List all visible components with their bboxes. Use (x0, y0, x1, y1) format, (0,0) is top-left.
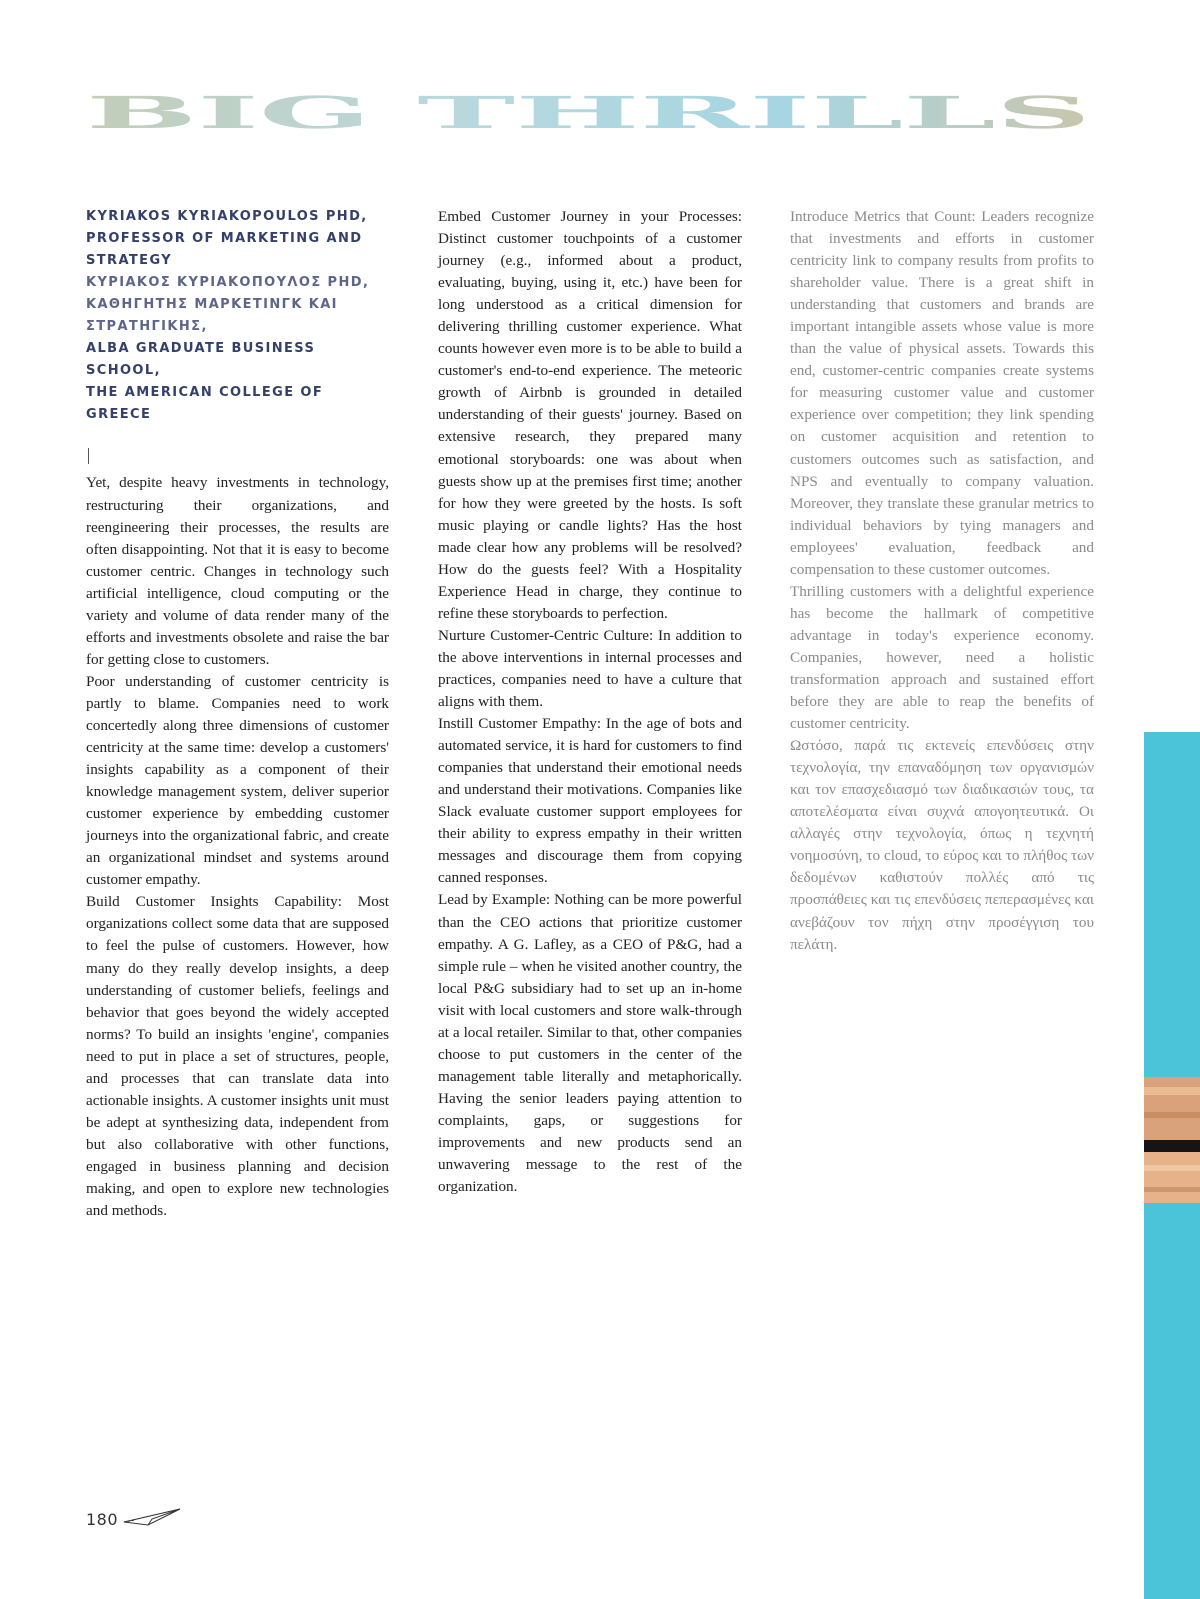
byline-title: PROFESSOR OF MARKETING AND STRATEGY (86, 231, 363, 269)
paragraph: Lead by Example: Nothing can be more powerful than the CEO actions that prioritize customer empathy. A G. Lafley, as a CEO of P&G, had a simple rule – when he visited another country, the local P&G subsidiary had to set up an in-home visit with local customers and store walk-through at a local retailer. Similar to that, other companies choose to put customers in the center of the management table literally and metaphorically. Having the senior leaders paying attention to complaints, gaps, or suggestions for improvements and new products send an unwavering message to the rest of the organization. (438, 891, 742, 1196)
page-footer (86, 1507, 182, 1531)
paragraph: Thrilling customers with a delightful experience has become the hallmark of competitive advantage in today's experience economy. Companies, however, need a holistic transformation approach and sustained effort before they are able to reap the benefits of customer centricity. (790, 582, 1094, 733)
paragraph: Introduce Metrics that Count: Leaders recognize that investments and efforts in customer centricity link to company results from profits to shareholder value. There is a great shift in understanding that customers and brands are important intangible assets whose value is more than the value of physical assets. Towards this end, customer-centric companies create systems for measuring customer value and customer experience over competition; they link spending on customer acquisition and retention to customers outcomes such as satisfaction, and NPS and eventually to company valuation. Moreover, they translate these granular metrics to individual behaviors by tying managers and employees' evaluation, feedback and compensation to these customer outcomes. (790, 208, 1094, 578)
paper-plane-icon (122, 1506, 182, 1533)
byline-title-greek: ΚΑΘΗΓΗΤΗΣ ΜΑΡΚΕΤΙΝΓΚ ΚΑΙ ΣΤΡΑΤΗΓΙΚΗΣ, (86, 297, 338, 335)
side-photo-fragment (1144, 1077, 1200, 1203)
byline-college: THE AMERICAN COLLEGE OF GREECE (86, 385, 324, 423)
paragraph: Yet, despite heavy investments in technology, restructuring their organizations, and reengineering their processes, the results are often disappointing. Not that it is easy to become customer centric. Changes in technology such artificial intelligence, cloud computing or the variety and volume of data render many of the efforts and investments obsolete and raise the bar for getting close to customers. (86, 474, 389, 668)
text-cursor-mark (88, 448, 89, 464)
paragraph: Instill Customer Empathy: In the age of bots and automated service, it is hard for customers to find companies that understand their emotional needs and understand their motivations. Companies like Slack evaluate customer support employees for their ability to express empathy in their written messages and discourage them from copying canned responses. (438, 715, 742, 887)
paragraph: Build Customer Insights Capability: Most organizations collect some data that are supposed to feel the pulse of customers. However, how many do they really develop insights, a deep understanding of customer beliefs, feelings and behavior that goes beyond the widely accepted norms? To build an insights 'engine', companies need to put in place a set of structures, people, and processes that can translate data into actionable insights. A customer insights unit must be adept at synthesizing data, independent from but also collaborative with other functions, engaged in business planning and decision making, and open to explore new technologies and methods. (86, 893, 389, 1220)
headline-text: BIG THRILLS (86, 92, 1091, 132)
paragraph: Nurture Customer-Centric Culture: In addition to the above interventions in internal processes and practices, companies need to have a culture that aligns with them. (438, 626, 742, 711)
author-byline (86, 206, 389, 426)
paragraph: Embed Customer Journey in your Processes: Distinct customer touchpoints of a customer journey (e.g., informed about a product, evaluating, buying, using it, etc.) have been for long understood as a critical dimension for delivering thrilling customer experience. What counts however even more is to be able to build a customer's end-to-end experience. The meteoric growth of Airbnb is grounded in detailed understanding of their guests' journey. Based on extensive research, they prepared many emotional storyboards: one was about when guests show up at the premises first time; another for how they were greeted by the hosts. Is soft music playing or candle lights? Has the host made clear how any problems will be resolved? How do the guests feel? With a Hospitality Experience Head in charge, they continue to refine these storyboards to perfection. (438, 208, 742, 622)
byline-name-greek: ΚΥΡΙΑΚΟΣ ΚΥΡΙΑΚΟΠΟΥΛΟΣ PHD, (86, 275, 370, 291)
column-1 (86, 206, 389, 1222)
column-3 (790, 206, 1094, 956)
byline-name: KYRIAKOS KYRIAKOPOULOS PHD, (86, 209, 368, 224)
page-number: 180 (86, 1509, 119, 1529)
page-headline (86, 92, 1096, 132)
byline-school: ALBA GRADUATE BUSINESS SCHOOL, (86, 341, 316, 379)
column-2 (438, 206, 742, 1198)
paragraph-greek: Ωστόσο, παρά τις εκτενείς επενδύσεις στην τεχνολογία, την επαναδόμηση των οργανισμών και τον επασχεδιασμό των διαδικασιών τους, τα αποτελέσματα είναι συχνά απογοητευτικά. Οι αλλαγές στην τεχνολογία, όπως η τεχνητή νοημοσύνη, το cloud, το εύρος και το πλήθος των δεδομένων καθιστούν πολλές από τις προσπάθειες και τις επενδύσεις πεπερασμένες και ανεβάζουν τον πήχη στην προσέγγιση του πελάτη. (790, 737, 1094, 953)
paragraph: Poor understanding of customer centricity is partly to blame. Companies need to work concertedly along three dimensions of customer centricity at the same time: develop a customers' insights capability as a component of their knowledge management system, deliver superior customer experience by embedding customer journeys into the organizational fabric, and create an organizational mindset and systems around customer empathy. (86, 672, 389, 889)
